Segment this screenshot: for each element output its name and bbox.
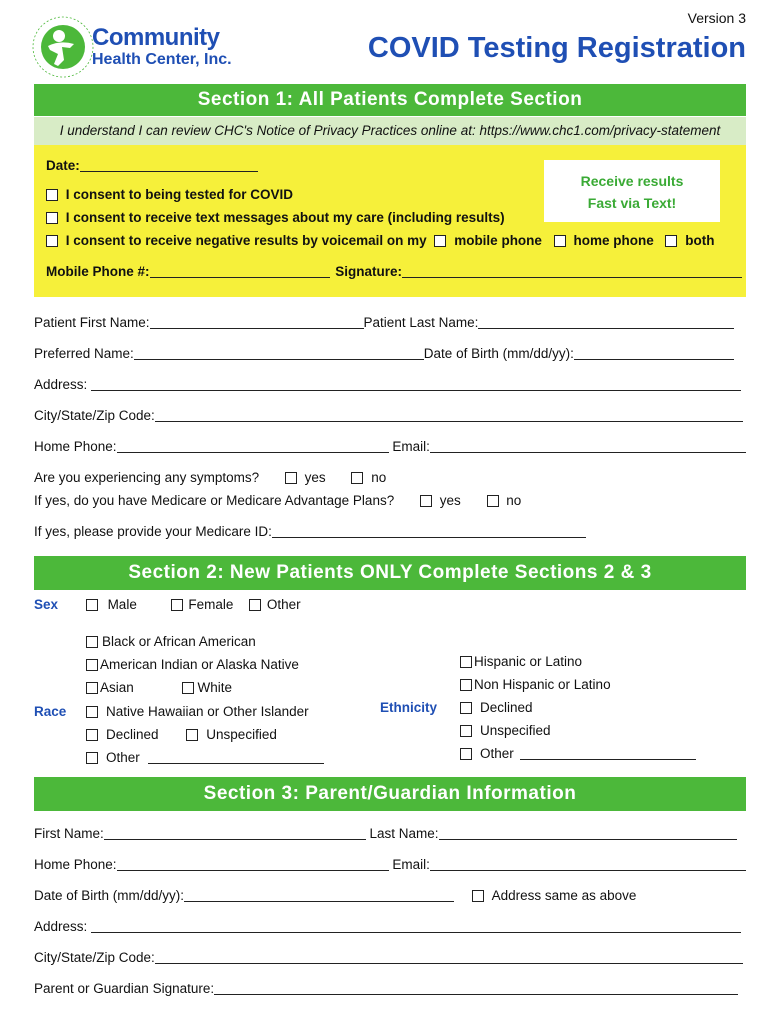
signature-label: Signature: xyxy=(335,264,403,279)
home-phone-label: Home Phone: xyxy=(34,439,117,454)
guardian-dob-label: Date of Birth (mm/dd/yy): xyxy=(34,888,185,903)
org-name-line2: Health Center, Inc. xyxy=(92,51,232,68)
race-other-checkbox[interactable] xyxy=(86,752,98,764)
mobile-number-field[interactable] xyxy=(150,264,330,278)
city-label: City/State/Zip Code: xyxy=(34,408,155,423)
signature-field[interactable] xyxy=(402,264,742,278)
email-label: Email: xyxy=(392,439,430,454)
ethnicity-label: Ethnicity xyxy=(380,700,438,715)
eth-non-hispanic-checkbox[interactable] xyxy=(460,679,472,691)
eth-unspecified-checkbox[interactable] xyxy=(460,725,472,737)
guardian-city-row xyxy=(34,950,743,965)
guardian-city-field[interactable] xyxy=(155,950,743,964)
consent-text-label: I consent to receive text messages about my care (including results) xyxy=(65,210,505,225)
eth-hispanic-row xyxy=(460,654,582,669)
address-label: Address: xyxy=(34,377,88,392)
last-name-label: Patient Last Name: xyxy=(363,315,479,330)
last-name-field[interactable] xyxy=(478,315,734,329)
race-white-checkbox[interactable] xyxy=(182,682,194,694)
city-row xyxy=(34,408,743,423)
address-row xyxy=(34,377,741,392)
promo-line2: Fast via Text! xyxy=(587,195,677,211)
race-native-row xyxy=(86,657,299,672)
consent-voicemail-checkbox[interactable] xyxy=(46,235,58,247)
preferred-name-field[interactable] xyxy=(134,346,424,360)
sex-male-checkbox[interactable] xyxy=(86,599,98,611)
race-black-checkbox[interactable] xyxy=(86,636,98,648)
eth-declined-row xyxy=(460,700,533,715)
mobile-phone-checkbox[interactable] xyxy=(434,235,446,247)
page-title: COVID Testing Registration xyxy=(367,32,746,64)
preferred-name-label: Preferred Name: xyxy=(34,346,134,361)
race-black-label: Black or African American xyxy=(102,634,256,649)
guardian-last-name-field[interactable] xyxy=(439,826,737,840)
guardian-phone-row xyxy=(34,857,746,872)
mobile-phone-label: mobile phone xyxy=(454,233,542,248)
guardian-first-name-field[interactable] xyxy=(104,826,366,840)
consent-testing-label: I consent to being tested for COVID xyxy=(65,187,294,202)
guardian-last-name-label: Last Name: xyxy=(369,826,439,841)
same-address-label: Address same as above xyxy=(491,888,637,903)
guardian-city-label: City/State/Zip Code: xyxy=(34,950,155,965)
medicare-no-checkbox[interactable] xyxy=(487,495,499,507)
guardian-phone-field[interactable] xyxy=(117,857,389,871)
org-name xyxy=(92,24,232,70)
eth-non-hispanic-label: Non Hispanic or Latino xyxy=(474,677,611,692)
section2-heading: Section 2: New Patients ONLY Complete Sections 2 & 3 xyxy=(34,556,746,590)
guardian-phone-label: Home Phone: xyxy=(34,857,117,872)
patient-name-row xyxy=(34,315,734,330)
consent-text-checkbox[interactable] xyxy=(46,212,58,224)
sex-male-label: Male xyxy=(107,597,137,612)
eth-other-checkbox[interactable] xyxy=(460,748,472,760)
race-declined-checkbox[interactable] xyxy=(86,729,98,741)
sex-other-label: Other xyxy=(266,597,301,612)
symptoms-no-checkbox[interactable] xyxy=(351,472,363,484)
eth-declined-label: Declined xyxy=(480,700,533,715)
home-phone-field[interactable] xyxy=(117,439,389,453)
medicare-id-field[interactable] xyxy=(272,524,586,538)
consent-testing-row xyxy=(46,187,293,202)
preferred-dob-row xyxy=(34,346,734,361)
consent-voicemail-row xyxy=(46,233,715,248)
race-asian-label: Asian xyxy=(100,680,134,695)
home-phone-checkbox[interactable] xyxy=(554,235,566,247)
medicare-yes-checkbox[interactable] xyxy=(420,495,432,507)
guardian-signature-field[interactable] xyxy=(214,981,738,995)
both-phone-checkbox[interactable] xyxy=(665,235,677,247)
race-label: Race xyxy=(34,704,67,719)
sex-female-checkbox[interactable] xyxy=(171,599,183,611)
race-other-row xyxy=(86,750,324,765)
mobile-signature-row xyxy=(46,264,742,279)
consent-testing-checkbox[interactable] xyxy=(46,189,58,201)
guardian-address-field[interactable] xyxy=(91,919,741,933)
eth-non-hispanic-row xyxy=(460,677,611,692)
sex-row xyxy=(34,597,301,612)
race-native-checkbox[interactable] xyxy=(86,659,98,671)
race-declined-row xyxy=(86,727,277,742)
address-field[interactable] xyxy=(91,377,741,391)
guardian-address-row xyxy=(34,919,741,934)
logo-emblem-icon xyxy=(30,14,96,80)
version-label: Version 3 xyxy=(687,10,746,26)
org-name-line1: Community xyxy=(92,24,220,51)
symptoms-question: Are you experiencing any symptoms? xyxy=(34,470,260,485)
symptoms-no-label: no xyxy=(371,470,387,485)
privacy-notice: I understand I can review CHC's Notice of Privacy Practices online at: https://www.chc1.com/privacy-statement xyxy=(34,117,746,145)
eth-unspecified-row xyxy=(460,723,551,738)
sex-female-label: Female xyxy=(188,597,234,612)
medicare-id-row xyxy=(34,524,586,539)
guardian-dob-row xyxy=(34,888,636,903)
medicare-question: If yes, do you have Medicare or Medicare Advantage Plans? xyxy=(34,493,395,508)
race-hawaiian-label: Native Hawaiian or Other Islander xyxy=(106,704,309,719)
home-phone-label: home phone xyxy=(573,233,654,248)
sex-other-checkbox[interactable] xyxy=(249,599,261,611)
promo-box xyxy=(544,160,720,222)
consent-text-row xyxy=(46,210,505,225)
guardian-email-label: Email: xyxy=(392,857,430,872)
section1-heading: Section 1: All Patients Complete Section xyxy=(34,84,746,116)
eth-hispanic-checkbox[interactable] xyxy=(460,656,472,668)
race-white-label: White xyxy=(197,680,233,695)
symptoms-row xyxy=(34,470,386,485)
promo-line1: Receive results xyxy=(580,173,684,189)
eth-other-row xyxy=(460,746,696,761)
guardian-first-name-label: First Name: xyxy=(34,826,104,841)
race-other-label: Other xyxy=(106,750,140,765)
race-unspecified-label: Unspecified xyxy=(206,727,277,742)
race-hawaiian-row xyxy=(86,704,309,719)
race-black-row xyxy=(86,634,256,649)
race-native-label: American Indian or Alaska Native xyxy=(100,657,299,672)
symptoms-yes-checkbox[interactable] xyxy=(285,472,297,484)
dob-label: Date of Birth (mm/dd/yy): xyxy=(423,346,574,361)
email-field[interactable] xyxy=(430,439,746,453)
mobile-number-label: Mobile Phone #: xyxy=(46,264,150,279)
both-phone-label: both xyxy=(685,233,715,248)
guardian-name-row xyxy=(34,826,737,841)
guardian-signature-row xyxy=(34,981,738,996)
same-address-checkbox[interactable] xyxy=(472,890,484,902)
consent-voicemail-label: I consent to receive negative results by voicemail on my xyxy=(65,233,427,248)
first-name-field[interactable] xyxy=(150,315,364,329)
medicare-yes-label: yes xyxy=(439,493,461,508)
race-unspecified-checkbox[interactable] xyxy=(186,729,198,741)
race-hawaiian-checkbox[interactable] xyxy=(86,706,98,718)
section3-heading: Section 3: Parent/Guardian Information xyxy=(34,777,746,811)
guardian-address-label: Address: xyxy=(34,919,88,934)
guardian-email-field[interactable] xyxy=(430,857,746,871)
city-field[interactable] xyxy=(155,408,743,422)
medicare-no-label: no xyxy=(506,493,522,508)
phone-email-row xyxy=(34,439,746,454)
first-name-label: Patient First Name: xyxy=(34,315,150,330)
eth-unspecified-label: Unspecified xyxy=(480,723,551,738)
guardian-signature-label: Parent or Guardian Signature: xyxy=(34,981,215,996)
date-label: Date: xyxy=(46,158,80,173)
date-field[interactable] xyxy=(46,158,258,173)
race-asian-checkbox[interactable] xyxy=(86,682,98,694)
eth-other-field[interactable] xyxy=(520,746,696,760)
race-declined-label: Declined xyxy=(106,727,159,742)
race-asian-row xyxy=(86,680,232,695)
eth-other-label: Other xyxy=(480,746,514,761)
symptoms-yes-label: yes xyxy=(304,470,326,485)
eth-hispanic-label: Hispanic or Latino xyxy=(474,654,583,669)
logo xyxy=(30,14,260,80)
sex-label: Sex xyxy=(34,597,59,612)
race-other-field[interactable] xyxy=(148,750,324,764)
guardian-dob-field[interactable] xyxy=(184,888,454,902)
eth-declined-checkbox[interactable] xyxy=(460,702,472,714)
dob-field[interactable] xyxy=(574,346,734,360)
medicare-id-label: If yes, please provide your Medicare ID: xyxy=(34,524,272,539)
medicare-row xyxy=(34,493,521,508)
